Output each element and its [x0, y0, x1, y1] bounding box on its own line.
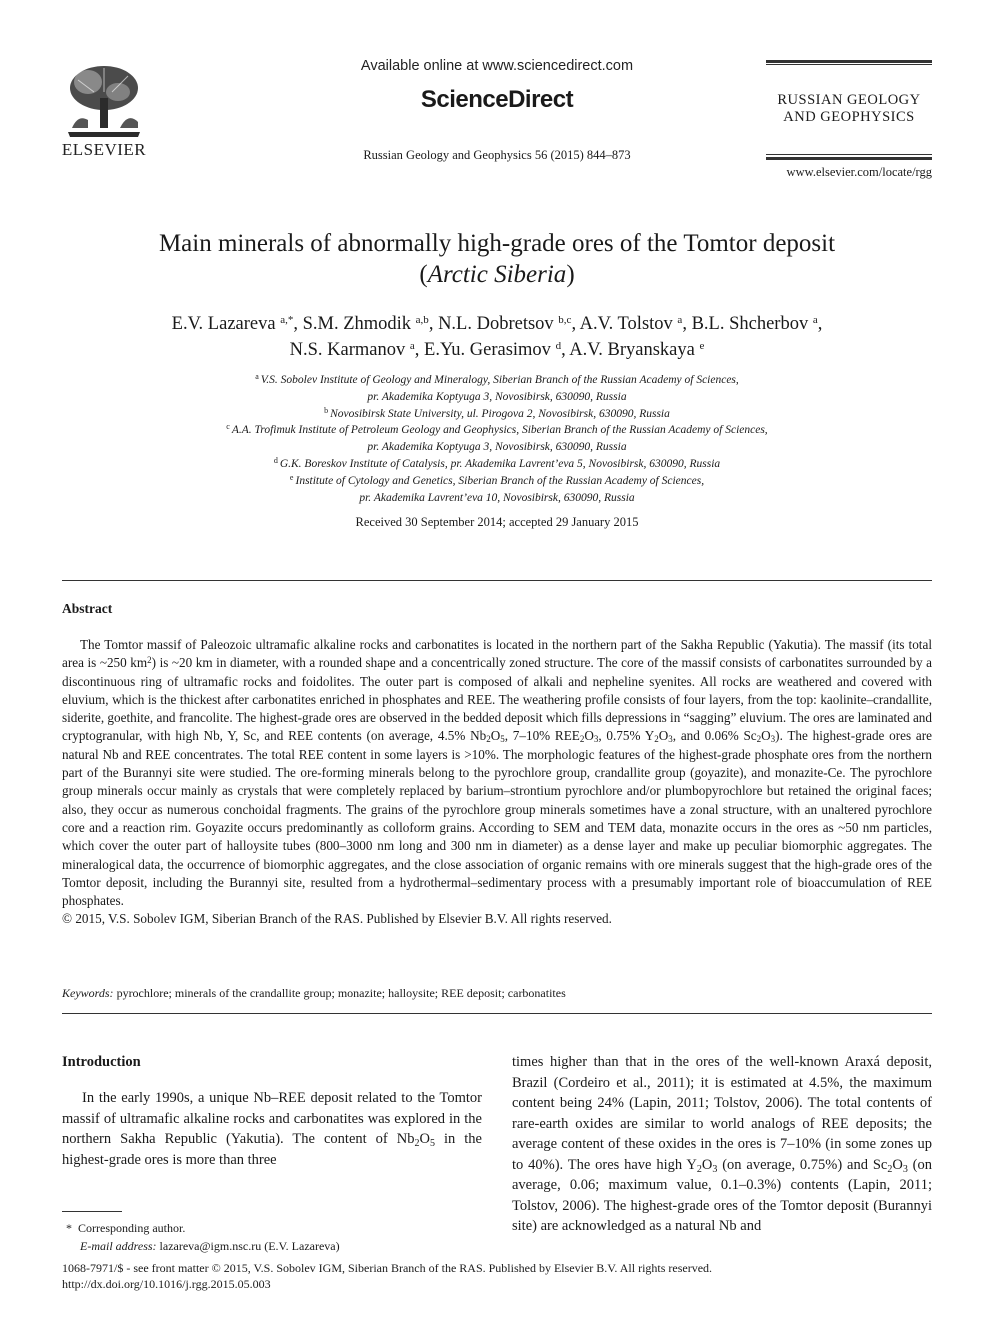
author-sep: , [682, 314, 692, 334]
intro-paragraph: In the early 1990s, a unique Nb–REE deposit related to the Tomtor massif of ultramafic alkaline rocks and carbonatites was explored in the northern Sakha Republic (Yakutia). The content of $Nb_2O_5$ in the highest-grade ores is more than three [62, 1090, 482, 1168]
author-sep: , [428, 314, 439, 334]
author-sep: , [817, 314, 823, 334]
author-sep: , [293, 314, 303, 334]
footnote-rule [62, 1211, 122, 1212]
elsevier-tree-icon [58, 62, 150, 138]
abstract-paragraph: The Tomtor massif of Paleozoic ultramafic alkaline rocks and carbonatites is located in the northern part of the Sakha Republic (Yakutia). The massif (its total area is ~250 $km^2$) is ~20 km in diameter, with a rounded shape and a concentrically zoned structure. The core of the massif consists of carbonatites surrounded by a discontinuous ring of ultramafic rocks and foidolites. The outer part is composed of alkali and nepheline syenites. All rocks are weathered and covered with eluvium, which is the thickest after carbonatites enriched in phosphates and REE. The weathering profile consists of four layers, from the top: kaolinite–crandallite, siderite, goethite, and francolite. The highest-grade ores are observed in the bedded deposit which fills depressions in “sagging” eluvium. The ores are laminated and cryptogranular, with high Nb, Y, Sc, and REE contents (on average, 4.5% $Nb_2O_5$, 7–10% $REE_2O_3$, 0.75% $Y_2O_3$, and 0.06% $Sc_2O_3$). The highest-grade ores are natural Nb and REE concentrates. The total REE content in some layers is >10%. The morphologic features of the highest-grade phosphate ores from the northern part of the Burannyi site were studied. The ore-forming minerals belong to the pyrochlore group, crandallite group (goyazite), and monazite-Ce. The pyrochlore group minerals occur mainly as crystals that were completely replaced by barium–strontium pyrochlore and/or plumbopyrochlore but retained the original faces; also, they occur as numerous conchoidal fragments. The grains of the pyrochlore group minerals sometimes have a zonal structure, with an unaltered pyrochlore core and a reaction rim. Goyazite occurs predominantly as colloform grains. According to SEM and TEM data, monazite occurs in the ores as ~50 nm particles, which cover the outer part of halloysite tubes (800–3000 nm long and 300 nm in diameter) as a dense layer and make up peculiar biomorphic aggregates. The mineralogical data, the occurrence of biomorphic aggregates, and the close association of organic remains with ore minerals suggest that the high-grade ores of the Tomtor deposit, including the Burannyi site, resulted from a hydrothermal–sedimentary process with a presumably important role of bioaccumulation of REE phosphates. [62, 637, 933, 909]
author-name[interactable]: N.S. Karmanov [289, 340, 406, 360]
email-label: E-mail address: [80, 1239, 157, 1253]
keywords-list: pyrochlore; minerals of the crandallite group; monazite; halloysite; REE deposit; carbonatites [116, 986, 566, 1000]
author-name[interactable]: A.V. Tolstov [579, 314, 673, 334]
affiliation-line [62, 490, 932, 507]
affiliation-line [62, 422, 932, 439]
affiliation-text: pr. Akademika Koptyuga 3, Novosibirsk, 630090, Russia [367, 441, 627, 454]
affiliation-line [62, 372, 932, 389]
author-sep: , [561, 340, 570, 360]
author-affil-sup: a [677, 314, 683, 326]
affiliation-line [62, 439, 932, 456]
affiliation-sup: b [324, 405, 329, 415]
title-line2: (Arctic Siberia) [419, 261, 575, 288]
email-address-link[interactable]: lazareva@igm.nsc.ru (E.V. Lazareva) [159, 1239, 340, 1253]
received-dates: Received 30 September 2014; accepted 29 January 2015 [355, 515, 639, 529]
author-name[interactable]: E.Yu. Gerasimov [424, 340, 551, 360]
abstract-heading: Abstract [62, 601, 113, 616]
author-affil-sup: a [409, 340, 415, 352]
author-affil-sup: a [812, 314, 818, 326]
intro-column-right [512, 1052, 932, 1237]
journal-name-line1: RUSSIAN GEOLOGY [777, 92, 921, 108]
intro-paragraph: times higher than that in the ores of the well-known Araxá deposit, Brazil (Cordeiro et al., 2011); it is estimated at 4.5%, the maximum content being 24% (Lapin, 2011; Tolstov, 2006). The total contents of rare-earth oxides are similar to world analogs of REE deposits; the average content of these oxides in the ores is 7–10% (in some zones up to 40%). The ores have high $Y_2O_3$ (on average, 0.75%) and $Sc_2O_3$ (on average, 0.06; maximum value, 0.1–0.3%) contents (Lapin, 2011; Tolstov, 2006). The highest-grade ores of the Tomtor deposit (Burannyi site) are acknowledged as a natural Nb and [512, 1054, 932, 1234]
author-affil-sup: e [699, 340, 705, 352]
journal-url-link[interactable]: www.elsevier.com/locate/rgg [786, 165, 932, 179]
sciencedirect-wordmark: ScienceDirect [420, 86, 574, 113]
affiliation-sup: a [255, 372, 259, 381]
footnote-star: * [66, 1221, 72, 1235]
author-list [62, 311, 932, 363]
author-line-2 [62, 337, 932, 363]
author-name[interactable]: E.V. Lazareva [171, 314, 276, 334]
affiliation-line [62, 456, 932, 473]
author-name[interactable]: S.M. Zhmodik [302, 314, 412, 334]
corresponding-author-text: Corresponding author. [78, 1221, 186, 1235]
journal-box-bottom-rule [766, 157, 932, 160]
author-name[interactable]: N.L. Dobretsov [438, 314, 554, 334]
author-name[interactable]: A.V. Bryanskaya [569, 340, 695, 360]
keywords-label: Keywords: [62, 986, 114, 1000]
keywords [62, 986, 932, 1001]
abstract-copyright: © 2015, V.S. Sobolev IGM, Siberian Branch of the RAS. Published by Elsevier B.V. All rights reserved. [62, 911, 612, 927]
affiliation-line [62, 389, 932, 406]
author-sep: , [571, 314, 580, 334]
article-title [62, 228, 932, 290]
divider [62, 580, 932, 581]
elsevier-wordmark: ELSEVIER [61, 140, 147, 159]
affiliation-text: A.A. Trofimuk Institute of Petroleum Geology and Geophysics, Siberian Branch of the Russian Academy of Sciences, [231, 424, 768, 437]
affiliation-text: Institute of Cytology and Genetics, Siberian Branch of the Russian Academy of Sciences, [295, 474, 705, 487]
affiliation-line [62, 473, 932, 490]
issn-line: 1068-7971/$ - see front matter © 2015, V.S. Sobolev IGM, Siberian Branch of the RAS. Published by Elsevier B.V. All rights reserved. [62, 1261, 713, 1275]
affiliation-sup: e [289, 472, 294, 482]
affiliation-text: pr. Akademika Koptyuga 3, Novosibirsk, 630090, Russia [367, 390, 627, 403]
author-sep: , [414, 340, 425, 360]
affiliation-text: V.S. Sobolev Institute of Geology and Mineralogy, Siberian Branch of the Russian Academy of Sciences, [260, 374, 739, 386]
author-affil-sup: a,b [415, 314, 429, 326]
abstract-body [62, 636, 932, 929]
doi-link[interactable]: http://dx.doi.org/10.1016/j.rgg.2015.05.003 [62, 1277, 271, 1291]
affiliation-text: G.K. Boreskov Institute of Catalysis, pr. Akademika Lavrent’eva 5, Novosibirsk, 630090, Russia [279, 457, 721, 470]
affiliation-sup: d [273, 455, 278, 465]
journal-box-top-rule-thin [766, 64, 932, 65]
author-affil-sup: b,c [558, 314, 572, 326]
affiliation-text: pr. Akademika Lavrent’eva 10, Novosibirsk, 630090, Russia [359, 491, 635, 504]
journal-box-bottom-rule-thin [766, 154, 932, 155]
journal-name-line2: AND GEOPHYSICS [783, 109, 915, 125]
author-line-1 [62, 311, 932, 337]
journal-citation: Russian Geology and Geophysics 56 (2015) 844–873 [363, 148, 631, 162]
journal-name [766, 92, 932, 126]
affiliation-line [62, 406, 932, 423]
title-line1: Main minerals of abnormally high-grade ores of the Tomtor deposit [158, 230, 836, 257]
affiliations [62, 372, 932, 506]
author-affil-sup: a,* [280, 314, 294, 326]
available-online-text: Available online at www.sciencedirect.com [360, 58, 634, 74]
author-affil-sup: d [555, 340, 562, 352]
email-note [80, 1239, 340, 1254]
corresponding-author-note [62, 1221, 185, 1236]
affiliation-text: Novosibirsk State University, ul. Pirogova 2, Novosibirsk, 630090, Russia [330, 407, 670, 420]
divider [62, 1013, 932, 1014]
affiliation-sup: c [226, 422, 230, 432]
introduction-heading: Introduction [62, 1054, 141, 1070]
journal-box-top-rule [766, 60, 932, 63]
elsevier-logo [58, 62, 150, 162]
intro-column-left [62, 1088, 482, 1170]
author-name[interactable]: B.L. Shcherbov [691, 314, 809, 334]
